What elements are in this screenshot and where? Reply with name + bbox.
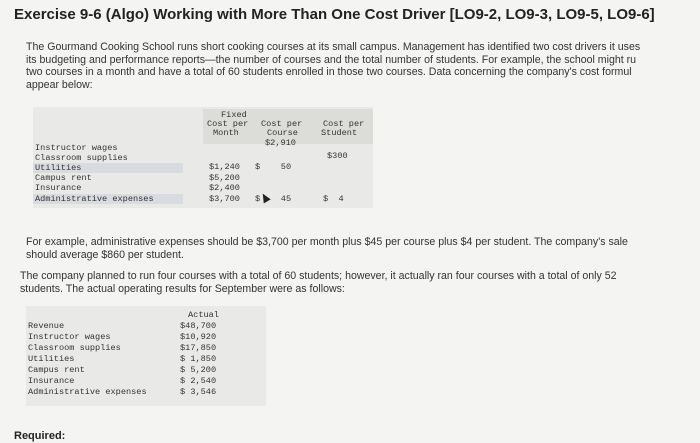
course-cost: $ 45 — [255, 194, 292, 204]
header-course-2: Course — [267, 128, 298, 138]
row-label: Utilities — [35, 163, 82, 173]
actual-value: $ 2,540 — [180, 376, 217, 386]
header-fixed-1: Fixed — [221, 110, 247, 120]
fixed-cost: $5,200 — [209, 173, 240, 183]
intro-line: two courses in a month and have a total of 60 students enrolled in those two courses. Data concerning the company's cost formul — [26, 66, 632, 79]
intro-paragraph — [26, 41, 700, 91]
course-cost: $2,910 — [265, 138, 296, 148]
actual-results-table — [26, 306, 266, 406]
student-cost: $300 — [327, 151, 348, 161]
row-label: Classroom supplies — [35, 153, 128, 163]
header-student-1: Cost per — [323, 119, 365, 129]
planned-line: students. The actual operating results for September were as follows: — [20, 282, 345, 295]
planned-line: The company planned to run four courses with a total of 60 students; however, it actually ran four courses with a total of only 52 — [20, 270, 617, 282]
row-label: Campus rent — [35, 173, 92, 183]
actual-header: Actual — [188, 310, 219, 320]
fixed-cost: $3,700 — [209, 194, 240, 204]
row-label: Classroom supplies — [28, 343, 121, 353]
row-label: Administrative expenses — [35, 194, 154, 204]
row-label: Insurance — [28, 376, 75, 386]
row-label: Instructor wages — [28, 332, 111, 342]
example-line: For example, administrative expenses should be $3,700 per month plus $45 per course plus $4 per student. The company's sale — [26, 236, 628, 248]
course-cost: $ 50 — [255, 162, 292, 172]
row-label: Insurance — [35, 183, 82, 193]
actual-value: $ 5,200 — [180, 365, 217, 375]
actual-value: $ 1,850 — [180, 354, 217, 364]
actual-value: $48,700 — [180, 321, 217, 331]
row-label: Campus rent — [28, 365, 85, 375]
row-label: Administrative expenses — [28, 387, 147, 397]
exercise-title: Exercise 9-6 (Algo) Working with More Than One Cost Driver [LO9-2, LO9-3, LO9-5, LO9-6] — [14, 6, 655, 23]
student-cost: $ 4 — [323, 194, 344, 204]
fixed-cost: $1,240 — [209, 162, 240, 172]
header-course-1: Cost per — [261, 119, 303, 129]
intro-line: its budgeting and performance reports—the number of courses and the total number of students. For example, the school might ru — [26, 53, 637, 66]
row-label: Instructor wages — [35, 143, 118, 153]
intro-line: appear below: — [26, 78, 93, 91]
fixed-cost: $2,400 — [209, 183, 240, 193]
intro-line: The Gourmand Cooking School runs short cooking courses at its small campus. Management has identified two cost drivers it uses — [26, 41, 641, 53]
example-line: should average $860 per student. — [26, 248, 184, 261]
row-label: Utilities — [28, 354, 75, 364]
row-label: Revenue — [28, 321, 65, 331]
required-heading: Required: — [14, 430, 66, 442]
actual-value: $17,850 — [180, 343, 217, 353]
cost-formula-table — [33, 107, 373, 208]
actual-value: $ 3,546 — [180, 387, 217, 397]
actual-value: $10,920 — [180, 332, 217, 342]
header-fixed-2: Cost per — [207, 119, 249, 129]
planned-paragraph — [20, 270, 700, 295]
header-student-2: Student — [321, 128, 358, 138]
example-paragraph — [26, 236, 700, 261]
header-fixed-3: Month — [213, 128, 239, 138]
